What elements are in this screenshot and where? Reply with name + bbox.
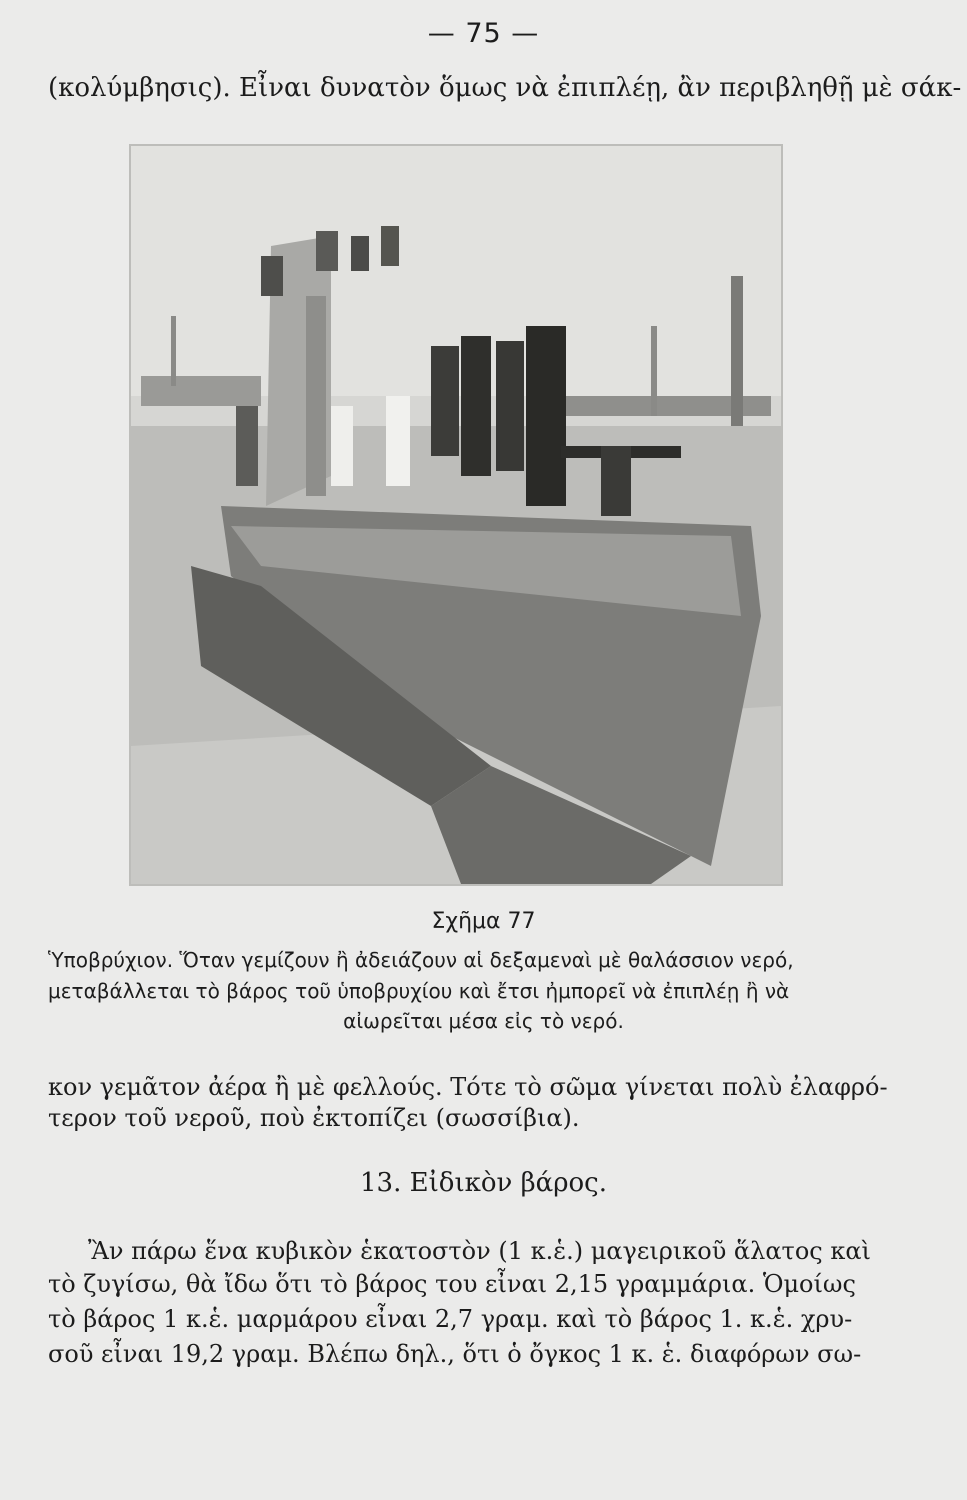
paragraph-line: Ἂν πάρω ἕνα κυβικὸν ἑκατοστὸν (1 κ.ἑ.) μαγειρικοῦ ἅλατος καὶ: [88, 1237, 871, 1265]
paragraph-line: τὸ ζυγίσω, θὰ ἴδω ὅτι τὸ βάρος του εἶναι 2,15 γραμμάρια. Ὁμοίως: [48, 1270, 856, 1298]
body-text-line: τερον τοῦ νεροῦ, ποὺ ἐκτοπίζει (σωσσίβια).: [48, 1104, 580, 1132]
figure-label: Σχῆμα 77: [431, 909, 536, 934]
section-title: Εἰδικὸν βάρος.: [409, 1168, 607, 1198]
submarine-illustration: [131, 146, 781, 884]
figure-caption-line: αἰωρεῖται μέσα εἰς τὸ νερό.: [343, 1009, 624, 1033]
section-heading: [0, 1168, 967, 1198]
section-number: 13.: [360, 1168, 402, 1198]
paragraph-line: τὸ βάρος 1 κ.ἑ. μαρμάρου εἶναι 2,7 γραμ. καὶ τὸ βάρος 1. κ.ἑ. χρυ-: [48, 1305, 853, 1333]
submarine-photograph: [131, 146, 781, 884]
body-text-line: κον γεμᾶτον ἀέρα ἢ μὲ φελλούς. Τότε τὸ σῶμα γίνεται πολὺ ἐλαφρό-: [48, 1073, 888, 1101]
paragraph-line: σοῦ εἶναι 19,2 γραμ. Βλέπω δηλ., ὅτι ὁ ὄγκος 1 κ. ἑ. διαφόρων σω-: [48, 1340, 862, 1368]
body-text-line: (κολύμβησις). Εἶναι δυνατὸν ὅμως νὰ ἐπιπλέῃ, ἂν περιβληθῇ μὲ σάκ-: [48, 73, 962, 103]
page-number: — 75 —: [427, 18, 540, 49]
figure-caption-line: μεταβάλλεται τὸ βάρος τοῦ ὑποβρυχίου καὶ ἔτσι ἠμπορεῖ νὰ ἐπιπλέῃ ἢ νὰ: [48, 979, 790, 1003]
figure-caption-line: Ὑποβρύχιον. Ὅταν γεμίζουν ἢ ἀδειάζουν αἱ δεξαμεναὶ μὲ θαλάσσιον νερό,: [48, 948, 794, 972]
